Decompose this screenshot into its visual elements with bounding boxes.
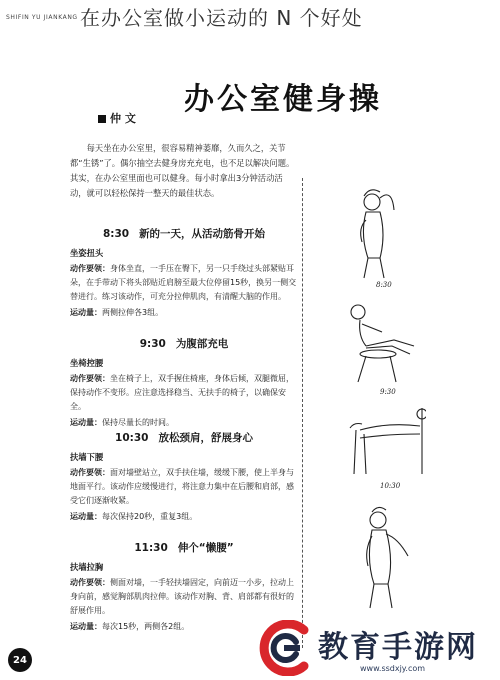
figure-label: 8:30 [376,281,392,289]
exercise-amount [70,416,298,430]
section-heading-text: 伸个“懒腰” [177,542,234,554]
section-time: 8:30 [102,228,130,240]
figure-label: 9:30 [380,388,396,396]
figure-wall-bend [330,404,426,478]
amount-text: 保持尽量长的时间。 [102,418,174,427]
amount-text: 两侧拉伸各3组。 [102,308,164,317]
figure-chest-stretch [350,500,420,610]
key-label: 动作要领： [70,578,110,587]
section-heading [70,336,298,351]
intro-paragraph: 每天坐在办公室里，很容易精神萎靡，久而久之，关节都“生锈”了。偶尔抽空去健身房充充电，也不足以解决问题。其实，在办公室里面也可以健身。每小时拿出3分钟活动活动，就可以轻松保持一整天的最佳状态。 [70,143,295,198]
section-heading-text: 新的一天，从活动筋骨开始 [139,228,266,240]
exercise-name: 坐姿扭头 [70,248,104,258]
page-title: 办公室健身操 [184,82,382,117]
section-heading-text: 为腹部充电 [175,338,229,350]
overlay-title: 在办公室做小运动的 N 个好处 [80,6,363,30]
exercise-amount [70,306,298,320]
amount-text: 每次保持20秒，重复3组。 [102,512,198,521]
section-time: 9:30 [139,338,166,350]
exercise-description [70,372,298,414]
author-name: 仲 文 [110,112,136,125]
amount-label: 运动量： [70,418,102,427]
exercise-description [70,576,298,618]
running-head: SHIFIN YU JIANKANG [6,14,78,21]
watermark-url: www.ssdxjy.com [360,664,426,673]
exercise-description [70,262,298,304]
exercise-amount [70,510,298,524]
page-number: 24 [8,648,32,672]
key-label: 动作要领： [70,264,110,273]
amount-label: 运动量： [70,512,102,521]
key-text: 身体坐直，一手压在臀下，另一只手绕过头部紧贴耳朵，在手带动下将头部贴近肩膀至最大位停留15秒，换另一侧交替进行。练习该动作，可充分拉伸肌肉，有清醒大脑的作用。 [70,264,297,301]
author-byline [98,110,178,126]
section-time: 10:30 [115,432,149,444]
section-heading-text: 放松颈肩，舒展身心 [158,432,253,444]
section-0930 [70,336,298,430]
section-0830 [70,226,298,320]
key-text: 坐在椅子上，双手握住椅座，身体后倾，双腿微屈，保持动作不变形。应注意选择稳当、无扶手的椅子，以确保安全。 [70,374,294,411]
exercise-name: 扶墙拉胸 [70,562,104,572]
section-heading [70,540,298,555]
section-1030 [70,430,298,524]
column-divider [302,178,303,648]
figure-label: 10:30 [380,482,401,490]
square-bullet-icon [98,115,106,123]
amount-label: 运动量： [70,308,102,317]
watermark-text: 教育手游网 [318,630,478,665]
exercise-description [70,466,298,508]
amount-label: 运动量： [70,622,102,631]
key-text: 侧面对墙，一手轻扶墙固定，向前迈一小步，拉动上身向前，感觉胸部肌肉拉伸。该动作对胸、背、肩部都有很好的舒展作用。 [70,578,294,615]
key-label: 动作要领： [70,374,110,383]
watermark-logo-icon [254,620,314,676]
amount-text: 每次15秒，两侧各2组。 [102,622,190,631]
section-heading [70,226,298,241]
key-label: 动作要领： [70,468,110,477]
key-text: 面对墙壁站立，双手扶住墙，缓缓下腰，使上半身与地面平行。该动作应缓慢进行，将注意力集中在后腰和肩部，感受它们逐渐收紧。 [70,468,294,505]
section-heading [70,430,298,445]
figure-chair-core [336,296,420,386]
exercise-name: 扶墙下腰 [70,452,104,462]
figure-neck-stretch [340,180,420,280]
section-time: 11:30 [134,542,168,554]
exercise-name: 坐椅控腰 [70,358,104,368]
